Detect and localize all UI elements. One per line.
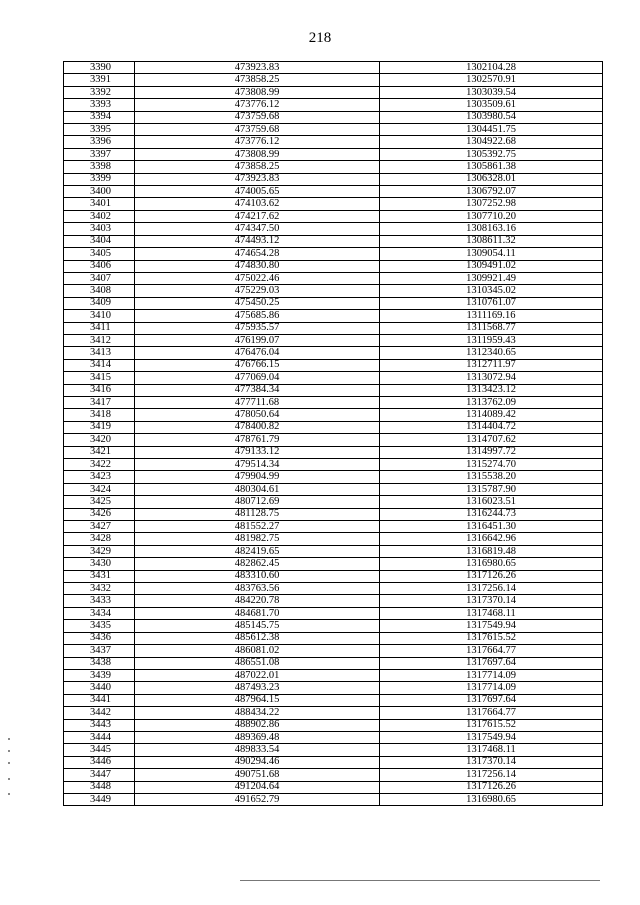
y-coordinate-cell: 1317468.11 [380, 607, 603, 619]
x-coordinate-cell: 491204.64 [135, 781, 380, 793]
table-row [64, 793, 603, 805]
y-coordinate-cell: 1302570.91 [380, 74, 603, 86]
point-number-cell: 3432 [64, 583, 135, 595]
table-row [64, 347, 603, 359]
y-coordinate-cell: 1309054.11 [380, 248, 603, 260]
table-row [64, 669, 603, 681]
x-coordinate-cell: 491652.79 [135, 793, 380, 805]
table-row [64, 111, 603, 123]
y-coordinate-cell: 1316980.65 [380, 793, 603, 805]
y-coordinate-cell: 1308163.16 [380, 223, 603, 235]
table-row [64, 384, 603, 396]
point-number-cell: 3421 [64, 446, 135, 458]
y-coordinate-cell: 1317256.14 [380, 583, 603, 595]
point-number-cell: 3444 [64, 731, 135, 743]
table-row [64, 148, 603, 160]
y-coordinate-cell: 1309491.02 [380, 260, 603, 272]
table-row [64, 558, 603, 570]
x-coordinate-cell: 481552.27 [135, 521, 380, 533]
table-row [64, 744, 603, 756]
y-coordinate-cell: 1310761.07 [380, 297, 603, 309]
table-row [64, 694, 603, 706]
x-coordinate-cell: 474830.80 [135, 260, 380, 272]
y-coordinate-cell: 1316451.30 [380, 521, 603, 533]
y-coordinate-cell: 1309921.49 [380, 272, 603, 284]
table-row [64, 496, 603, 508]
y-coordinate-cell: 1304451.75 [380, 124, 603, 136]
table-row [64, 446, 603, 458]
x-coordinate-cell: 485612.38 [135, 632, 380, 644]
x-coordinate-cell: 473776.12 [135, 136, 380, 148]
page-number: 218 [308, 30, 332, 46]
table-row [64, 372, 603, 384]
point-number-cell: 3391 [64, 74, 135, 86]
y-coordinate-cell: 1317549.94 [380, 731, 603, 743]
y-coordinate-cell: 1316642.96 [380, 533, 603, 545]
table-row [64, 769, 603, 781]
x-coordinate-cell: 474103.62 [135, 198, 380, 210]
y-coordinate-cell: 1314707.62 [380, 434, 603, 446]
point-number-cell: 3406 [64, 260, 135, 272]
x-coordinate-cell: 484220.78 [135, 595, 380, 607]
x-coordinate-cell: 476199.07 [135, 334, 380, 346]
point-number-cell: 3449 [64, 793, 135, 805]
x-coordinate-cell: 478761.79 [135, 434, 380, 446]
x-coordinate-cell: 479514.34 [135, 459, 380, 471]
point-number-cell: 3448 [64, 781, 135, 793]
x-coordinate-cell: 476476.04 [135, 347, 380, 359]
y-coordinate-cell: 1313072.94 [380, 372, 603, 384]
point-number-cell: 3441 [64, 694, 135, 706]
y-coordinate-cell: 1316023.51 [380, 496, 603, 508]
x-coordinate-cell: 488434.22 [135, 707, 380, 719]
x-coordinate-cell: 473923.83 [135, 62, 380, 74]
x-coordinate-cell: 473808.99 [135, 148, 380, 160]
table-row [64, 632, 603, 644]
x-coordinate-cell: 485145.75 [135, 620, 380, 632]
y-coordinate-cell: 1307252.98 [380, 198, 603, 210]
point-number-cell: 3438 [64, 657, 135, 669]
x-coordinate-cell: 475450.25 [135, 297, 380, 309]
table-body [64, 62, 603, 806]
point-number-cell: 3446 [64, 756, 135, 768]
x-coordinate-cell: 487022.01 [135, 669, 380, 681]
table-row [64, 781, 603, 793]
table-row [64, 223, 603, 235]
point-number-cell: 3399 [64, 173, 135, 185]
table-row [64, 186, 603, 198]
point-number-cell: 3424 [64, 483, 135, 495]
point-number-cell: 3416 [64, 384, 135, 396]
table-row [64, 756, 603, 768]
x-coordinate-cell: 474005.65 [135, 186, 380, 198]
x-coordinate-cell: 479133.12 [135, 446, 380, 458]
y-coordinate-cell: 1316980.65 [380, 558, 603, 570]
x-coordinate-cell: 478400.82 [135, 421, 380, 433]
table-row [64, 334, 603, 346]
x-coordinate-cell: 473759.68 [135, 124, 380, 136]
point-number-cell: 3412 [64, 334, 135, 346]
point-number-cell: 3414 [64, 359, 135, 371]
table-row [64, 719, 603, 731]
point-number-cell: 3404 [64, 235, 135, 247]
table-row [64, 272, 603, 284]
y-coordinate-cell: 1317615.52 [380, 719, 603, 731]
table-row [64, 595, 603, 607]
point-number-cell: 3407 [64, 272, 135, 284]
table-row [64, 545, 603, 557]
point-number-cell: 3408 [64, 285, 135, 297]
table-row [64, 161, 603, 173]
y-coordinate-cell: 1317714.09 [380, 682, 603, 694]
point-number-cell: 3409 [64, 297, 135, 309]
table-row [64, 359, 603, 371]
table-row [64, 198, 603, 210]
table-row [64, 471, 603, 483]
point-number-cell: 3443 [64, 719, 135, 731]
x-coordinate-cell: 475229.03 [135, 285, 380, 297]
table-row [64, 645, 603, 657]
y-coordinate-cell: 1311169.16 [380, 310, 603, 322]
point-number-cell: 3415 [64, 372, 135, 384]
y-coordinate-cell: 1317549.94 [380, 620, 603, 632]
table-row [64, 707, 603, 719]
y-coordinate-cell: 1313423.12 [380, 384, 603, 396]
y-coordinate-cell: 1315787.90 [380, 483, 603, 495]
table-row [64, 210, 603, 222]
table-row [64, 459, 603, 471]
x-coordinate-cell: 474347.50 [135, 223, 380, 235]
x-coordinate-cell: 489833.54 [135, 744, 380, 756]
table-row [64, 285, 603, 297]
y-coordinate-cell: 1315274.70 [380, 459, 603, 471]
table-row [64, 434, 603, 446]
x-coordinate-cell: 490294.46 [135, 756, 380, 768]
x-coordinate-cell: 481128.75 [135, 508, 380, 520]
x-coordinate-cell: 488902.86 [135, 719, 380, 731]
y-coordinate-cell: 1317370.14 [380, 595, 603, 607]
scan-edge-marks [8, 738, 12, 808]
point-number-cell: 3435 [64, 620, 135, 632]
x-coordinate-cell: 475022.46 [135, 272, 380, 284]
point-number-cell: 3439 [64, 669, 135, 681]
y-coordinate-cell: 1315538.20 [380, 471, 603, 483]
point-number-cell: 3394 [64, 111, 135, 123]
point-number-cell: 3431 [64, 570, 135, 582]
point-number-cell: 3445 [64, 744, 135, 756]
point-number-cell: 3392 [64, 86, 135, 98]
table-row [64, 74, 603, 86]
table-row [64, 483, 603, 495]
point-number-cell: 3401 [64, 198, 135, 210]
point-number-cell: 3390 [64, 62, 135, 74]
table-row [64, 620, 603, 632]
x-coordinate-cell: 479904.99 [135, 471, 380, 483]
table-row [64, 607, 603, 619]
point-number-cell: 3429 [64, 545, 135, 557]
point-number-cell: 3398 [64, 161, 135, 173]
x-coordinate-cell: 480304.61 [135, 483, 380, 495]
point-number-cell: 3397 [64, 148, 135, 160]
table-row [64, 731, 603, 743]
y-coordinate-cell: 1313762.09 [380, 396, 603, 408]
scan-footer-line [240, 880, 600, 881]
table-row [64, 521, 603, 533]
point-number-cell: 3419 [64, 421, 135, 433]
table-row [64, 396, 603, 408]
y-coordinate-cell: 1310345.02 [380, 285, 603, 297]
x-coordinate-cell: 483763.56 [135, 583, 380, 595]
point-number-cell: 3447 [64, 769, 135, 781]
table-row [64, 297, 603, 309]
table-row [64, 173, 603, 185]
point-number-cell: 3422 [64, 459, 135, 471]
y-coordinate-cell: 1317664.77 [380, 707, 603, 719]
x-coordinate-cell: 490751.68 [135, 769, 380, 781]
y-coordinate-cell: 1303980.54 [380, 111, 603, 123]
y-coordinate-cell: 1307710.20 [380, 210, 603, 222]
y-coordinate-cell: 1311568.77 [380, 322, 603, 334]
table-row [64, 657, 603, 669]
y-coordinate-cell: 1305861.38 [380, 161, 603, 173]
table-row [64, 322, 603, 334]
point-number-cell: 3418 [64, 409, 135, 421]
table-row [64, 682, 603, 694]
table-row [64, 248, 603, 260]
y-coordinate-cell: 1308611.32 [380, 235, 603, 247]
y-coordinate-cell: 1312340.65 [380, 347, 603, 359]
y-coordinate-cell: 1314089.42 [380, 409, 603, 421]
table-row [64, 583, 603, 595]
point-number-cell: 3430 [64, 558, 135, 570]
x-coordinate-cell: 478050.64 [135, 409, 380, 421]
y-coordinate-cell: 1317126.26 [380, 781, 603, 793]
x-coordinate-cell: 487964.15 [135, 694, 380, 706]
point-number-cell: 3393 [64, 99, 135, 111]
x-coordinate-cell: 473776.12 [135, 99, 380, 111]
point-number-cell: 3420 [64, 434, 135, 446]
table-row [64, 260, 603, 272]
y-coordinate-cell: 1317468.11 [380, 744, 603, 756]
y-coordinate-cell: 1316244.73 [380, 508, 603, 520]
x-coordinate-cell: 473858.25 [135, 161, 380, 173]
point-number-cell: 3395 [64, 124, 135, 136]
y-coordinate-cell: 1303509.61 [380, 99, 603, 111]
y-coordinate-cell: 1317370.14 [380, 756, 603, 768]
x-coordinate-cell: 480712.69 [135, 496, 380, 508]
point-number-cell: 3442 [64, 707, 135, 719]
table-row [64, 235, 603, 247]
point-number-cell: 3411 [64, 322, 135, 334]
y-coordinate-cell: 1316819.48 [380, 545, 603, 557]
x-coordinate-cell: 489369.48 [135, 731, 380, 743]
y-coordinate-cell: 1317697.64 [380, 694, 603, 706]
point-number-cell: 3427 [64, 521, 135, 533]
x-coordinate-cell: 477711.68 [135, 396, 380, 408]
y-coordinate-cell: 1317714.09 [380, 669, 603, 681]
y-coordinate-cell: 1314997.72 [380, 446, 603, 458]
x-coordinate-cell: 483310.60 [135, 570, 380, 582]
y-coordinate-cell: 1317664.77 [380, 645, 603, 657]
x-coordinate-cell: 484681.70 [135, 607, 380, 619]
x-coordinate-cell: 474654.28 [135, 248, 380, 260]
table-row [64, 533, 603, 545]
x-coordinate-cell: 486551.08 [135, 657, 380, 669]
table-row [64, 421, 603, 433]
x-coordinate-cell: 473858.25 [135, 74, 380, 86]
coordinate-table [63, 61, 603, 806]
y-coordinate-cell: 1311959.43 [380, 334, 603, 346]
table-row [64, 508, 603, 520]
y-coordinate-cell: 1303039.54 [380, 86, 603, 98]
x-coordinate-cell: 482419.65 [135, 545, 380, 557]
x-coordinate-cell: 473759.68 [135, 111, 380, 123]
table-row [64, 570, 603, 582]
point-number-cell: 3396 [64, 136, 135, 148]
x-coordinate-cell: 473923.83 [135, 173, 380, 185]
point-number-cell: 3417 [64, 396, 135, 408]
point-number-cell: 3437 [64, 645, 135, 657]
y-coordinate-cell: 1317697.64 [380, 657, 603, 669]
point-number-cell: 3423 [64, 471, 135, 483]
x-coordinate-cell: 482862.45 [135, 558, 380, 570]
x-coordinate-cell: 477069.04 [135, 372, 380, 384]
y-coordinate-cell: 1305392.75 [380, 148, 603, 160]
x-coordinate-cell: 481982.75 [135, 533, 380, 545]
y-coordinate-cell: 1306328.01 [380, 173, 603, 185]
y-coordinate-cell: 1314404.72 [380, 421, 603, 433]
point-number-cell: 3428 [64, 533, 135, 545]
x-coordinate-cell: 487493.23 [135, 682, 380, 694]
table-row [64, 124, 603, 136]
point-number-cell: 3413 [64, 347, 135, 359]
point-number-cell: 3410 [64, 310, 135, 322]
x-coordinate-cell: 474217.62 [135, 210, 380, 222]
point-number-cell: 3426 [64, 508, 135, 520]
table-row [64, 136, 603, 148]
table-row [64, 99, 603, 111]
point-number-cell: 3434 [64, 607, 135, 619]
y-coordinate-cell: 1317126.26 [380, 570, 603, 582]
x-coordinate-cell: 473808.99 [135, 86, 380, 98]
table-row [64, 409, 603, 421]
point-number-cell: 3405 [64, 248, 135, 260]
table-row [64, 86, 603, 98]
point-number-cell: 3400 [64, 186, 135, 198]
y-coordinate-cell: 1317256.14 [380, 769, 603, 781]
y-coordinate-cell: 1302104.28 [380, 62, 603, 74]
x-coordinate-cell: 475685.86 [135, 310, 380, 322]
y-coordinate-cell: 1312711.97 [380, 359, 603, 371]
x-coordinate-cell: 486081.02 [135, 645, 380, 657]
table-row [64, 62, 603, 74]
x-coordinate-cell: 477384.34 [135, 384, 380, 396]
y-coordinate-cell: 1304922.68 [380, 136, 603, 148]
point-number-cell: 3440 [64, 682, 135, 694]
point-number-cell: 3433 [64, 595, 135, 607]
x-coordinate-cell: 474493.12 [135, 235, 380, 247]
y-coordinate-cell: 1317615.52 [380, 632, 603, 644]
point-number-cell: 3402 [64, 210, 135, 222]
x-coordinate-cell: 475935.57 [135, 322, 380, 334]
point-number-cell: 3403 [64, 223, 135, 235]
table-row [64, 310, 603, 322]
y-coordinate-cell: 1306792.07 [380, 186, 603, 198]
point-number-cell: 3425 [64, 496, 135, 508]
x-coordinate-cell: 476766.15 [135, 359, 380, 371]
point-number-cell: 3436 [64, 632, 135, 644]
